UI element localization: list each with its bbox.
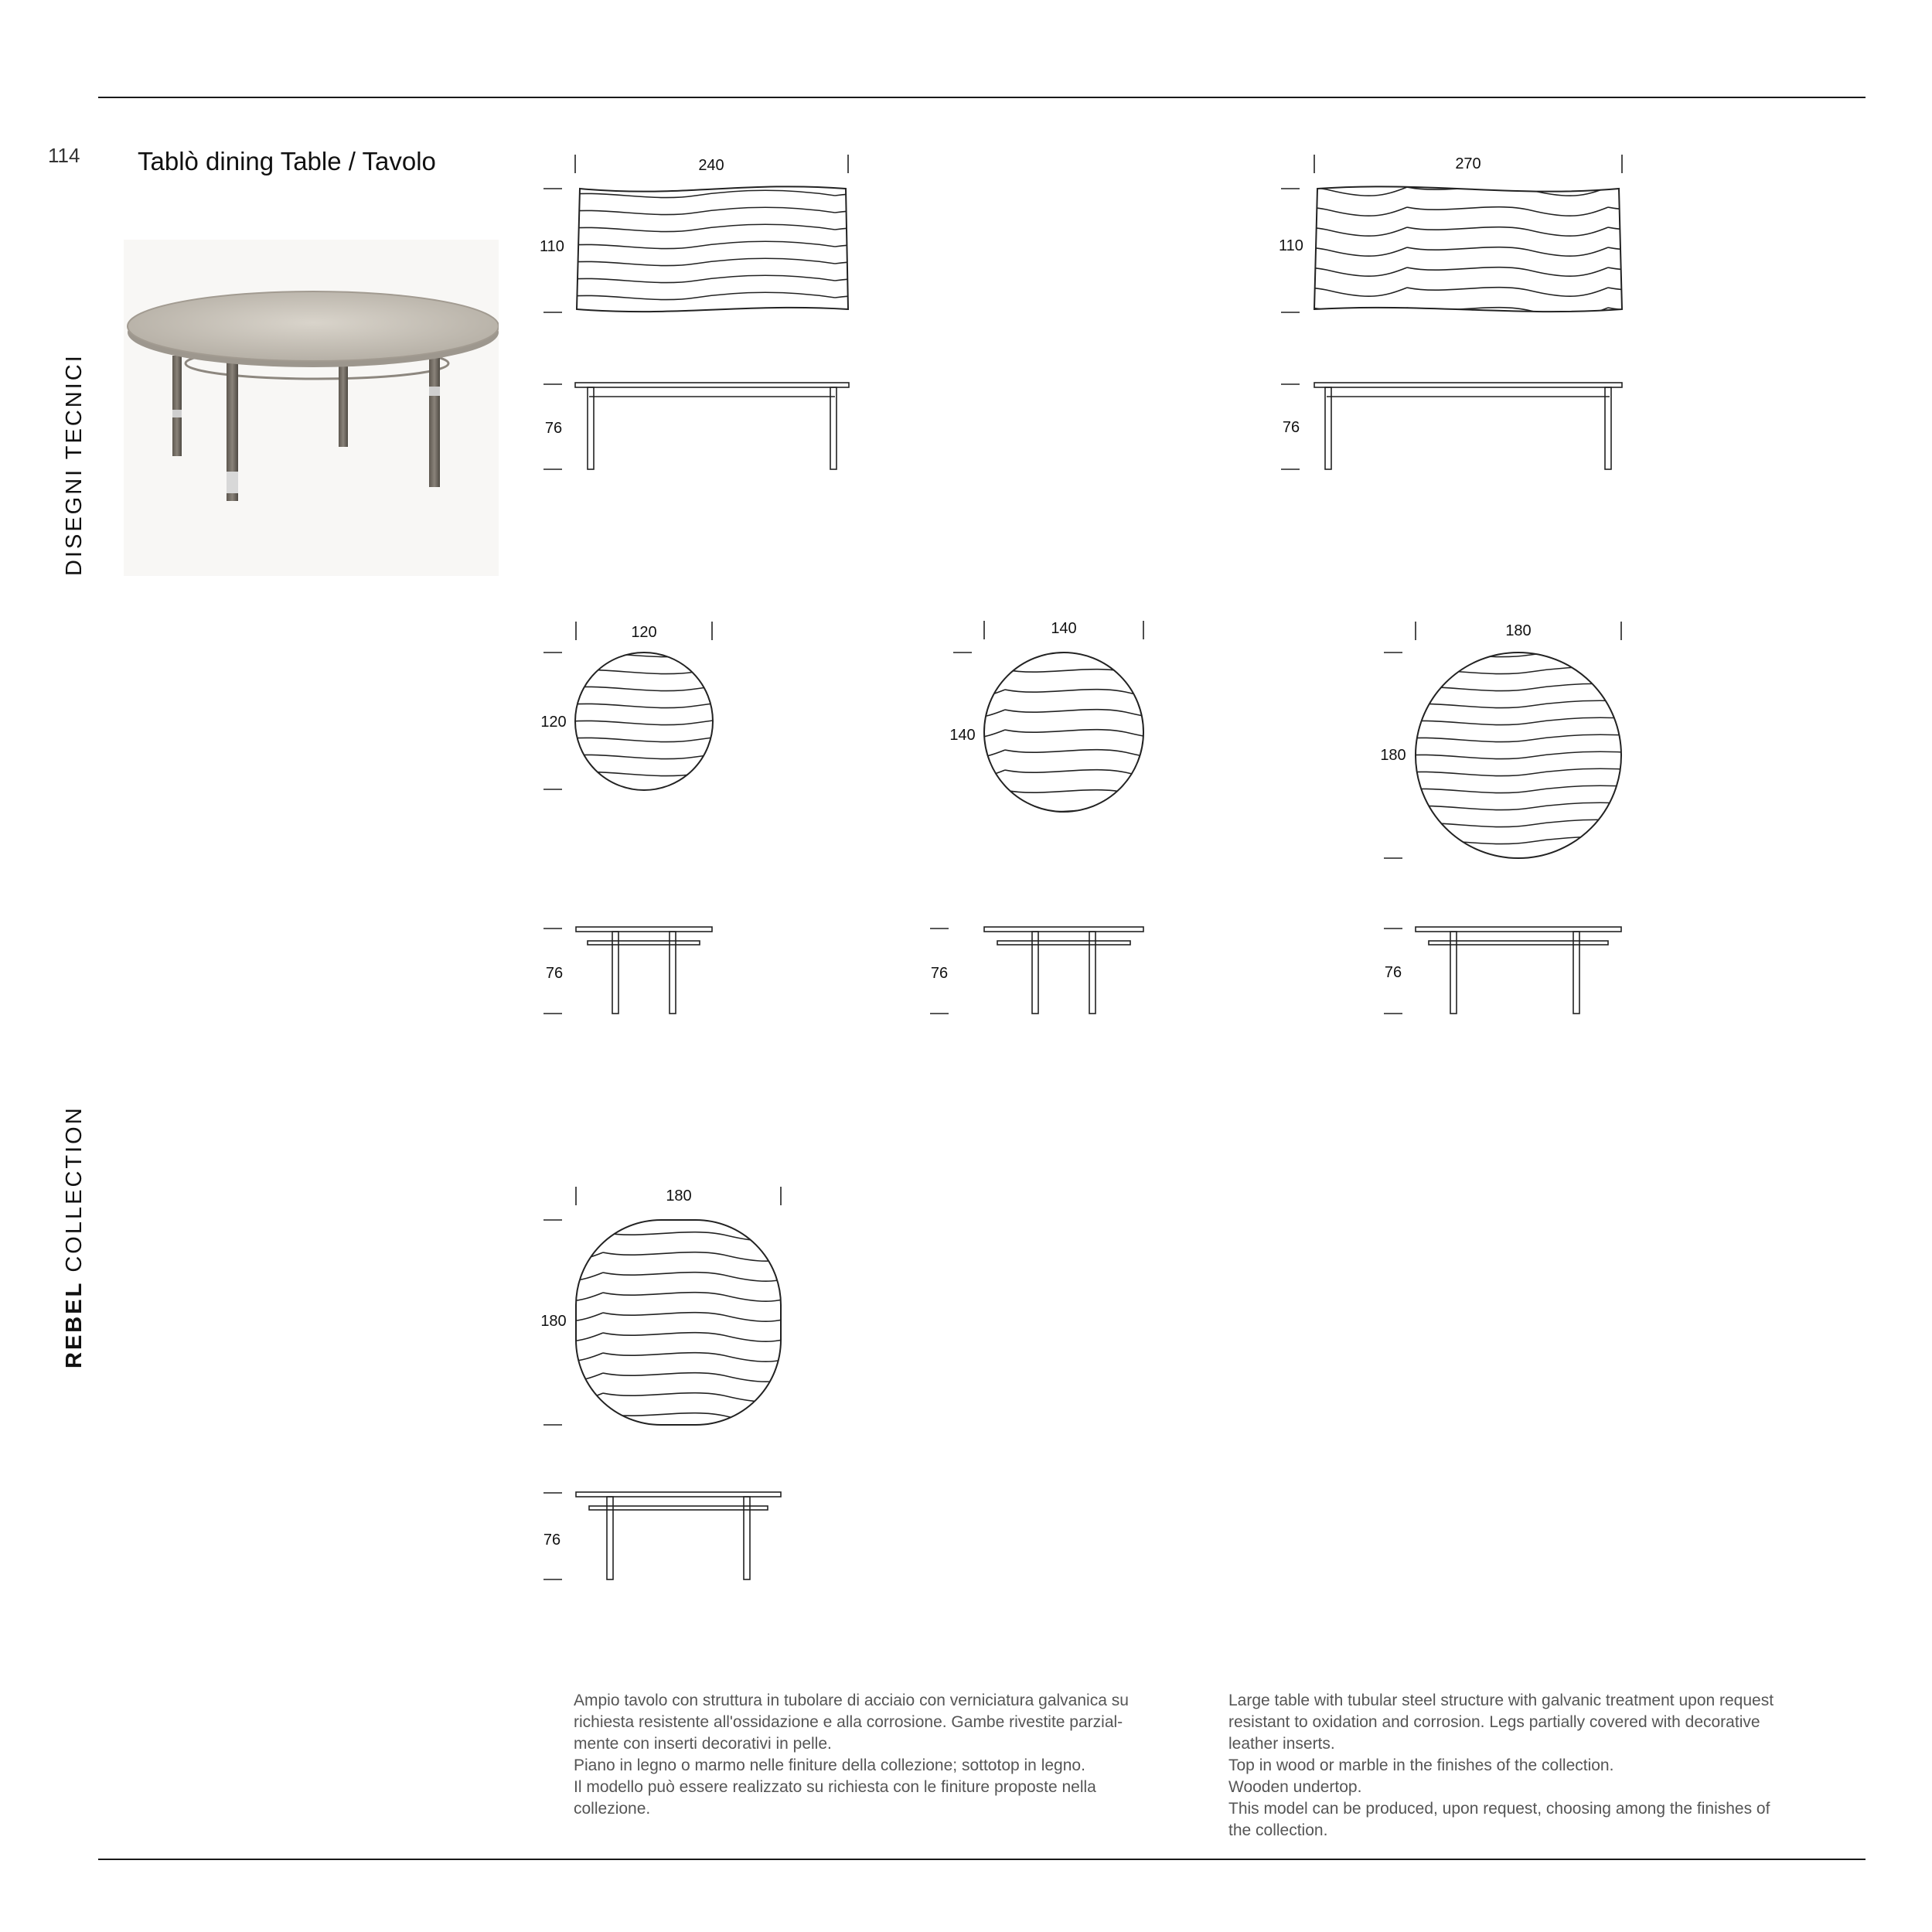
width-label: 180 [666,1187,692,1205]
description-line: mente con inserti decorativi in pelle. [574,1735,832,1753]
description-line: Top in wood or marble in the finishes of the collection. [1228,1757,1614,1774]
width-label: 180 [1505,622,1532,639]
depth-label: 110 [540,238,564,255]
drawing-rect-240 [540,155,849,469]
description-line: Wooden undertop. [1228,1778,1362,1796]
width-label: 120 [631,624,657,641]
description-line: Ampio tavolo con struttura in tubolare di acciaio con verniciatura galvanica su [574,1692,1129,1709]
depth-label: 110 [1279,237,1303,254]
description-line: the collection. [1228,1821,1328,1839]
drawing-round-140 [930,620,1143,1014]
height-label: 76 [1282,419,1300,436]
section-label: DISEGNI TECNICI [62,353,87,576]
description-line: leather inserts. [1228,1735,1335,1753]
description-line: collezione. [574,1800,651,1818]
collection-bold: REBEL [62,1280,87,1368]
height-label: 76 [543,1532,561,1549]
description-italian [574,1690,1161,1820]
drawing-roundsquare-180 [540,1187,781,1579]
width-label: 240 [698,157,724,174]
page-number: 114 [48,144,80,167]
height-label: 76 [545,965,564,982]
drawing-round-120 [540,622,713,1014]
height-label: 76 [1384,964,1402,981]
height-label: 76 [930,965,949,982]
depth-label: 120 [540,714,567,731]
drawing-rect-270 [1279,155,1622,469]
drawing-round-180 [1380,622,1621,1014]
page-title: Tablò dining Table / Tavolo [138,147,436,175]
depth-label: 140 [949,727,976,744]
depth-label: 180 [1380,747,1406,764]
description-line: resistant to oxidation and corrosion. Legs partially covered with decorative [1228,1713,1760,1731]
description-line: Il modello può essere realizzato su richiesta con le finiture proposte nella [574,1778,1096,1796]
description-line: richiesta resistente all'ossidazione e alla corrosione. Gambe rivestite parzial- [574,1713,1123,1731]
description-english [1228,1690,1816,1842]
description-line: Piano in legno o marmo nelle finiture della collezione; sottotop in legno. [574,1757,1085,1774]
description-line: Large table with tubular steel structure with galvanic treatment upon request [1228,1692,1774,1709]
description-line: This model can be produced, upon request, choosing among the finishes of [1228,1800,1770,1818]
width-label: 270 [1455,155,1481,172]
height-label: 76 [544,420,563,437]
width-label: 140 [1051,620,1077,637]
collection-rest: COLLECTION [62,1106,87,1281]
depth-label: 180 [540,1313,567,1330]
